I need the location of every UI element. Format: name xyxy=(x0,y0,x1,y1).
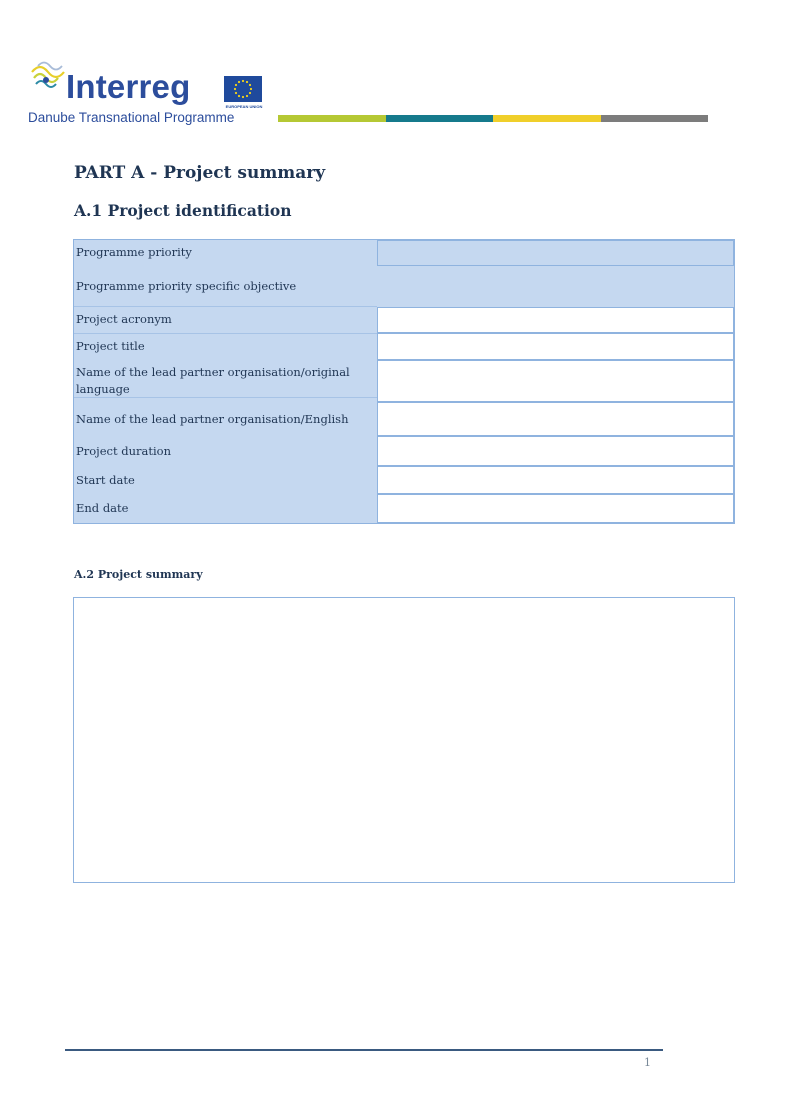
logo-wordmark: Interreg xyxy=(66,68,191,105)
table-row xyxy=(74,333,734,360)
table-row xyxy=(74,240,734,266)
row-label: Name of the lead partner organisation/English xyxy=(76,412,349,426)
color-bar-teal xyxy=(386,115,494,122)
section-a1-title: A.1 Project identification xyxy=(74,201,292,220)
color-bar-grey xyxy=(601,115,709,122)
interreg-logo xyxy=(28,54,268,126)
table-row xyxy=(74,494,734,523)
table-row xyxy=(74,266,734,307)
color-bar-yellow xyxy=(493,115,601,122)
row-label: Start date xyxy=(76,473,135,487)
header-color-bar xyxy=(278,115,708,122)
programme-name: Danube Transnational Programme xyxy=(28,110,235,125)
eu-label: EUROPEAN UNION xyxy=(225,104,263,109)
row-divider xyxy=(74,397,377,398)
section-a2-title: A.2 Project summary xyxy=(74,568,203,581)
start-date-field[interactable] xyxy=(377,466,734,494)
part-title: PART A - Project summary xyxy=(74,163,326,183)
project-acronym-field[interactable] xyxy=(377,307,734,333)
table-row xyxy=(74,307,734,333)
table-row xyxy=(74,360,734,402)
footer-divider xyxy=(65,1049,663,1051)
programme-priority-field[interactable] xyxy=(377,240,734,266)
project-identification-table xyxy=(73,239,735,524)
lead-partner-english-field[interactable] xyxy=(377,402,734,436)
row-label: Programme priority specific objective xyxy=(76,279,297,293)
row-label: Project acronym xyxy=(76,312,172,326)
color-bar-green xyxy=(278,115,386,122)
row-label: Programme priority xyxy=(76,245,192,259)
lead-partner-original-field[interactable] xyxy=(377,360,734,402)
table-row xyxy=(74,402,734,436)
row-label: Name of the lead partner organisation/original language xyxy=(76,365,350,396)
project-summary-field[interactable] xyxy=(73,597,735,883)
table-row xyxy=(74,466,734,494)
end-date-field[interactable] xyxy=(377,494,734,523)
page-number: 1 xyxy=(644,1056,651,1069)
row-label: End date xyxy=(76,501,129,515)
row-label: Project duration xyxy=(76,444,171,458)
project-duration-field[interactable] xyxy=(377,436,734,466)
row-label: Project title xyxy=(76,339,145,353)
waves-icon xyxy=(28,56,70,98)
table-row xyxy=(74,436,734,466)
project-title-field[interactable] xyxy=(377,333,734,360)
eu-flag-icon xyxy=(224,76,262,102)
